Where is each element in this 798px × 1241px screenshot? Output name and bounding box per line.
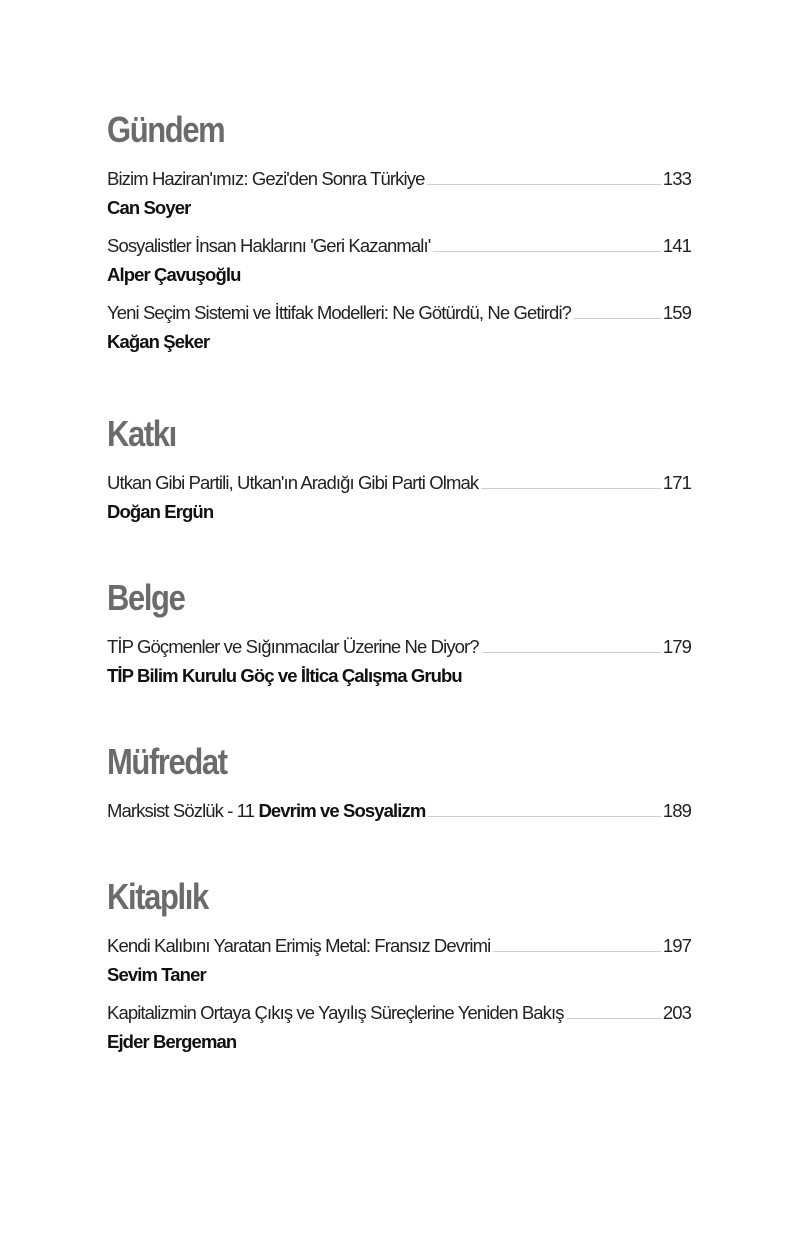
entry-title: [107, 800, 425, 822]
toc-entry[interactable]: [107, 800, 691, 822]
toc-entry[interactable]: [107, 636, 691, 687]
entry-line: [107, 800, 691, 822]
page-number: 189: [662, 800, 691, 821]
entry-list: [107, 935, 691, 1053]
dot-leader: [574, 318, 661, 319]
entry-list: [107, 636, 691, 687]
toc-entry[interactable]: [107, 168, 691, 219]
entry-author: TİP Bilim Kurulu Göç ve İltica Çalışma Grubu: [107, 665, 462, 686]
entry-title-prefix: Marksist Sözlük - 11: [107, 800, 255, 821]
entry-title: Bizim Haziran'ımız: Gezi'den Sonra Türkiye: [107, 168, 425, 189]
section-heading: Gündem: [107, 109, 225, 150]
dot-leader: [493, 951, 661, 952]
toc-section-kitaplik: [107, 877, 691, 1069]
entry-author: Sevim Taner: [107, 964, 206, 985]
toc-entry[interactable]: [107, 302, 691, 353]
section-heading: Katkı: [107, 413, 176, 454]
entry-line: [107, 1002, 691, 1024]
page-number: 203: [662, 1002, 691, 1023]
entry-title: Kapitalizmin Ortaya Çıkış ve Yayılış Süreçlerine Yeniden Bakış: [107, 1002, 564, 1023]
entry-author: Kağan Şeker: [107, 331, 210, 352]
dot-leader: [428, 816, 660, 817]
toc-section-katki: [107, 414, 691, 539]
entry-author: Can Soyer: [107, 197, 191, 218]
page-number: 197: [662, 935, 691, 956]
entry-line: [107, 935, 691, 957]
section-heading: Kitaplık: [107, 876, 208, 917]
dot-leader: [427, 184, 660, 185]
dot-leader: [481, 488, 661, 489]
entry-list: [107, 472, 691, 523]
entry-line: [107, 168, 691, 190]
toc-section-gundem: [107, 110, 691, 369]
toc-section-mufredat: [107, 742, 691, 838]
page-number: 141: [662, 235, 691, 256]
toc-entry[interactable]: [107, 935, 691, 986]
toc-entry[interactable]: [107, 472, 691, 523]
dot-leader: [567, 1018, 661, 1019]
dot-leader: [482, 652, 661, 653]
page-number: 133: [662, 168, 691, 189]
entry-author: Alper Çavuşoğlu: [107, 264, 241, 285]
toc-entry[interactable]: [107, 235, 691, 286]
entry-list: [107, 800, 691, 822]
section-heading: Belge: [107, 577, 185, 618]
entry-line: [107, 636, 691, 658]
entry-title-bold: Devrim ve Sosyalizm: [258, 800, 426, 821]
dot-leader: [433, 251, 660, 252]
page-number: 171: [662, 472, 691, 493]
entry-list: [107, 168, 691, 353]
entry-author: Ejder Bergeman: [107, 1031, 237, 1052]
toc-section-belge: [107, 578, 691, 703]
entry-title: TİP Göçmenler ve Sığınmacılar Üzerine Ne Diyor?: [107, 636, 479, 657]
page-number: 179: [662, 636, 691, 657]
entry-line: [107, 235, 691, 257]
entry-title: Utkan Gibi Partili, Utkan'ın Aradığı Gibi Parti Olmak: [107, 472, 479, 493]
toc-entry[interactable]: [107, 1002, 691, 1053]
entry-title: Kendi Kalıbını Yaratan Erimiş Metal: Fransız Devrimi: [107, 935, 491, 956]
page-number: 159: [662, 302, 691, 323]
entry-title: Sosyalistler İnsan Haklarını 'Geri Kazanmalı': [107, 235, 431, 256]
entry-author: Doğan Ergün: [107, 501, 214, 522]
section-heading: Müfredat: [107, 741, 227, 782]
entry-line: [107, 472, 691, 494]
entry-title: Yeni Seçim Sistemi ve İttifak Modelleri: Ne Götürdü, Ne Getirdi?: [107, 302, 572, 323]
entry-line: [107, 302, 691, 324]
